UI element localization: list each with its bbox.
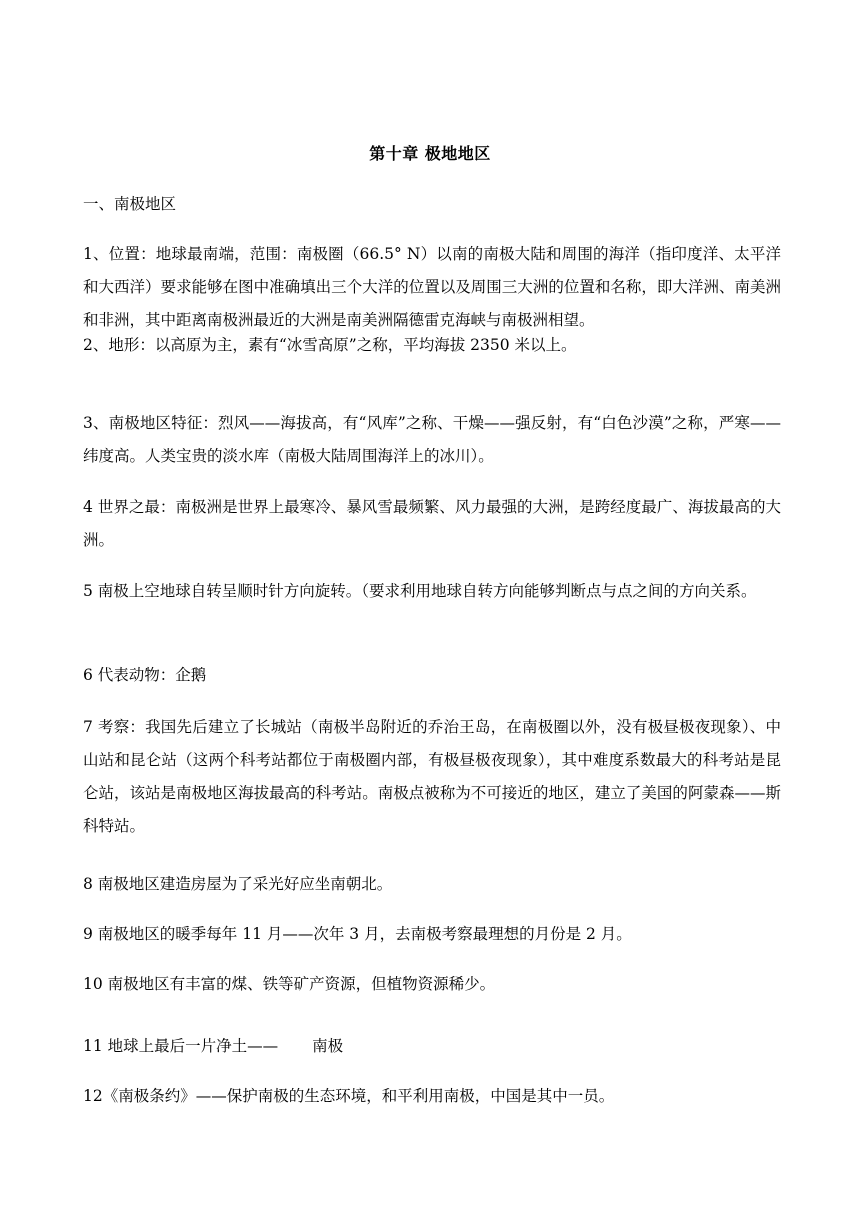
item-11-pure-land [83,1030,781,1063]
section-heading: 一、南极地区 [83,195,177,213]
item-2-terrain: 2、地形：以高原为主，素有“冰雪高原”之称，平均海拔 2350 米以上。 [83,336,577,354]
item-3-features: 3、南极地区特征：烈风——海拔高，有“风库”之称、干燥——强反射，有“白色沙漠”之称，严寒——纬度高。人类宝贵的淡水库（南极大陆周围海洋上的冰川）。 [83,414,781,465]
item-1-location: 1、位置：地球最南端，范围：南极圈（66.5° N）以南的南极大陆和周围的海洋（指印度洋、太平洋和大西洋）要求能够在图中准确填出三个大洋的位置以及周围三大洲的位置和名称，即大洋洲、南美洲和非洲，其中距离南极洲最近的大洲是南美洲隔德雷克海峡与南极洲相望。 [83,245,781,329]
item-4-world-records: 4 世界之最：南极洲是世界上最寒冷、暴风雪最频繁、风力最强的大洲，是跨经度最广、海拔最高的大洲。 [83,498,781,549]
item-12-treaty: 12《南极条约》——保护南极的生态环境，和平利用南极，中国是其中一员。 [83,1087,615,1105]
item-7-expedition: 7 考察：我国先后建立了长城站（南极半岛附近的乔治王岛，在南极圈以外，没有极昼极夜现象）、中山站和昆仑站（这两个科考站都位于南极圈内部，有极昼极夜现象），其中难度系数最大的科考站是昆仑站，该站是南极地区海拔最高的科考站。南极点被称为不可接近的地区，建立了美国的阿蒙森——斯科特站。 [83,718,781,835]
item-5-rotation: 5 南极上空地球自转呈顺时针方向旋转。（要求利用地球自转方向能够判断点与点之间的方向关系。 [83,582,757,600]
item-9-warm-season: 9 南极地区的暖季每年 11 月——次年 3 月，去南极考察最理想的月份是 2 月。 [83,925,632,943]
item-10-resources: 10 南极地区有丰富的煤、铁等矿产资源，但植物资源稀少。 [83,975,496,993]
item-8-housing: 8 南极地区建造房屋为了采光好应坐南朝北。 [83,875,393,893]
item-11-answer: 南极 [312,1037,344,1055]
chapter-title: 第十章 极地地区 [369,144,491,163]
item-11-prefix: 11 地球上最后一片净土—— [83,1037,279,1055]
item-6-animal: 6 代表动物：企鹅 [83,666,207,684]
